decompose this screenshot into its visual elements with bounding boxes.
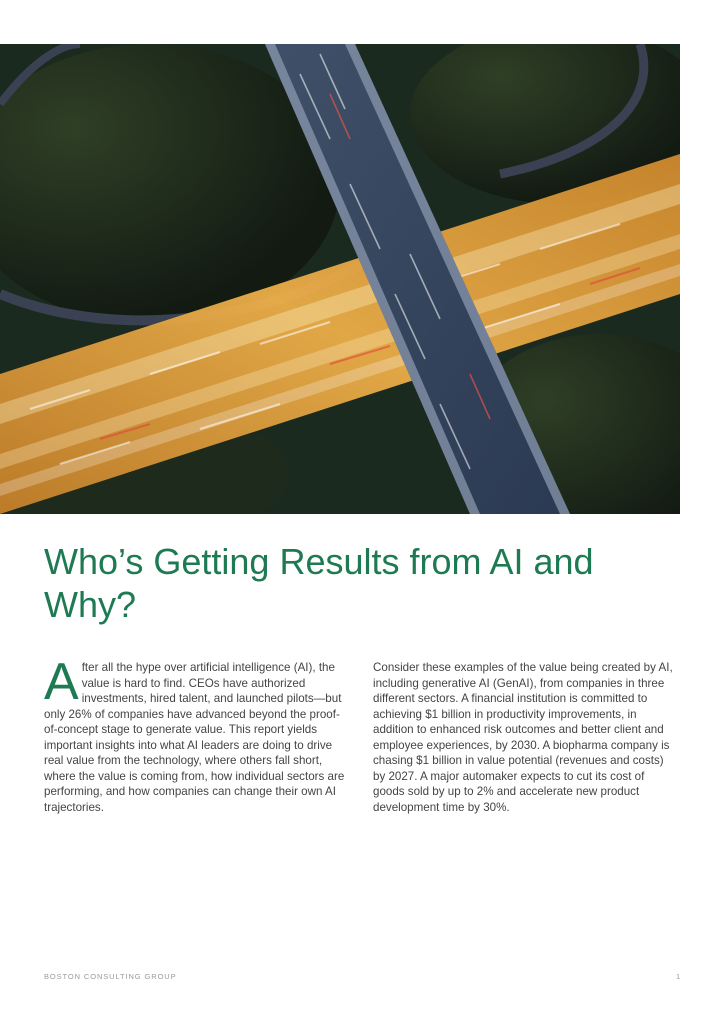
footer-page-number: 1 <box>676 972 681 981</box>
dropcap-letter: A <box>44 653 79 711</box>
intro-paragraph-left-text: fter all the hype over artificial intelligence (AI), the value is hard to find. CEOs have authorized investments, hired talent, and launched pilots—but only 26% of companies have advanced beyond the proof-of-concept stage to generate value. This report yields important insights into what AI leaders are doing to drive real value from the technology, where others fall short, where the value is coming from, how individual sectors are performing, and how companies can change their own AI trajectories. <box>44 661 345 814</box>
intro-paragraph-left <box>44 653 349 815</box>
hero-image-highway-interchange <box>0 44 680 514</box>
page-title: Who’s Getting Results from AI and Why? <box>44 541 594 625</box>
footer-publisher: BOSTON CONSULTING GROUP <box>44 972 177 981</box>
highway-aerial-illustration <box>0 44 680 514</box>
intro-paragraph-right: Consider these examples of the value being created by AI, including generative AI (GenAI), from companies in three different sectors. A financial institution is committed to achieving $1 billion in productivity improvements, in addition to enhanced risk outcomes and better client and employee experiences, by 2030. A biopharma company is chasing $1 billion in value potential (revenues and costs) by 2027. A major automaker expects to cut its cost of goods sold by up to 2% and accelerate new product development time by 30%. <box>373 661 673 814</box>
